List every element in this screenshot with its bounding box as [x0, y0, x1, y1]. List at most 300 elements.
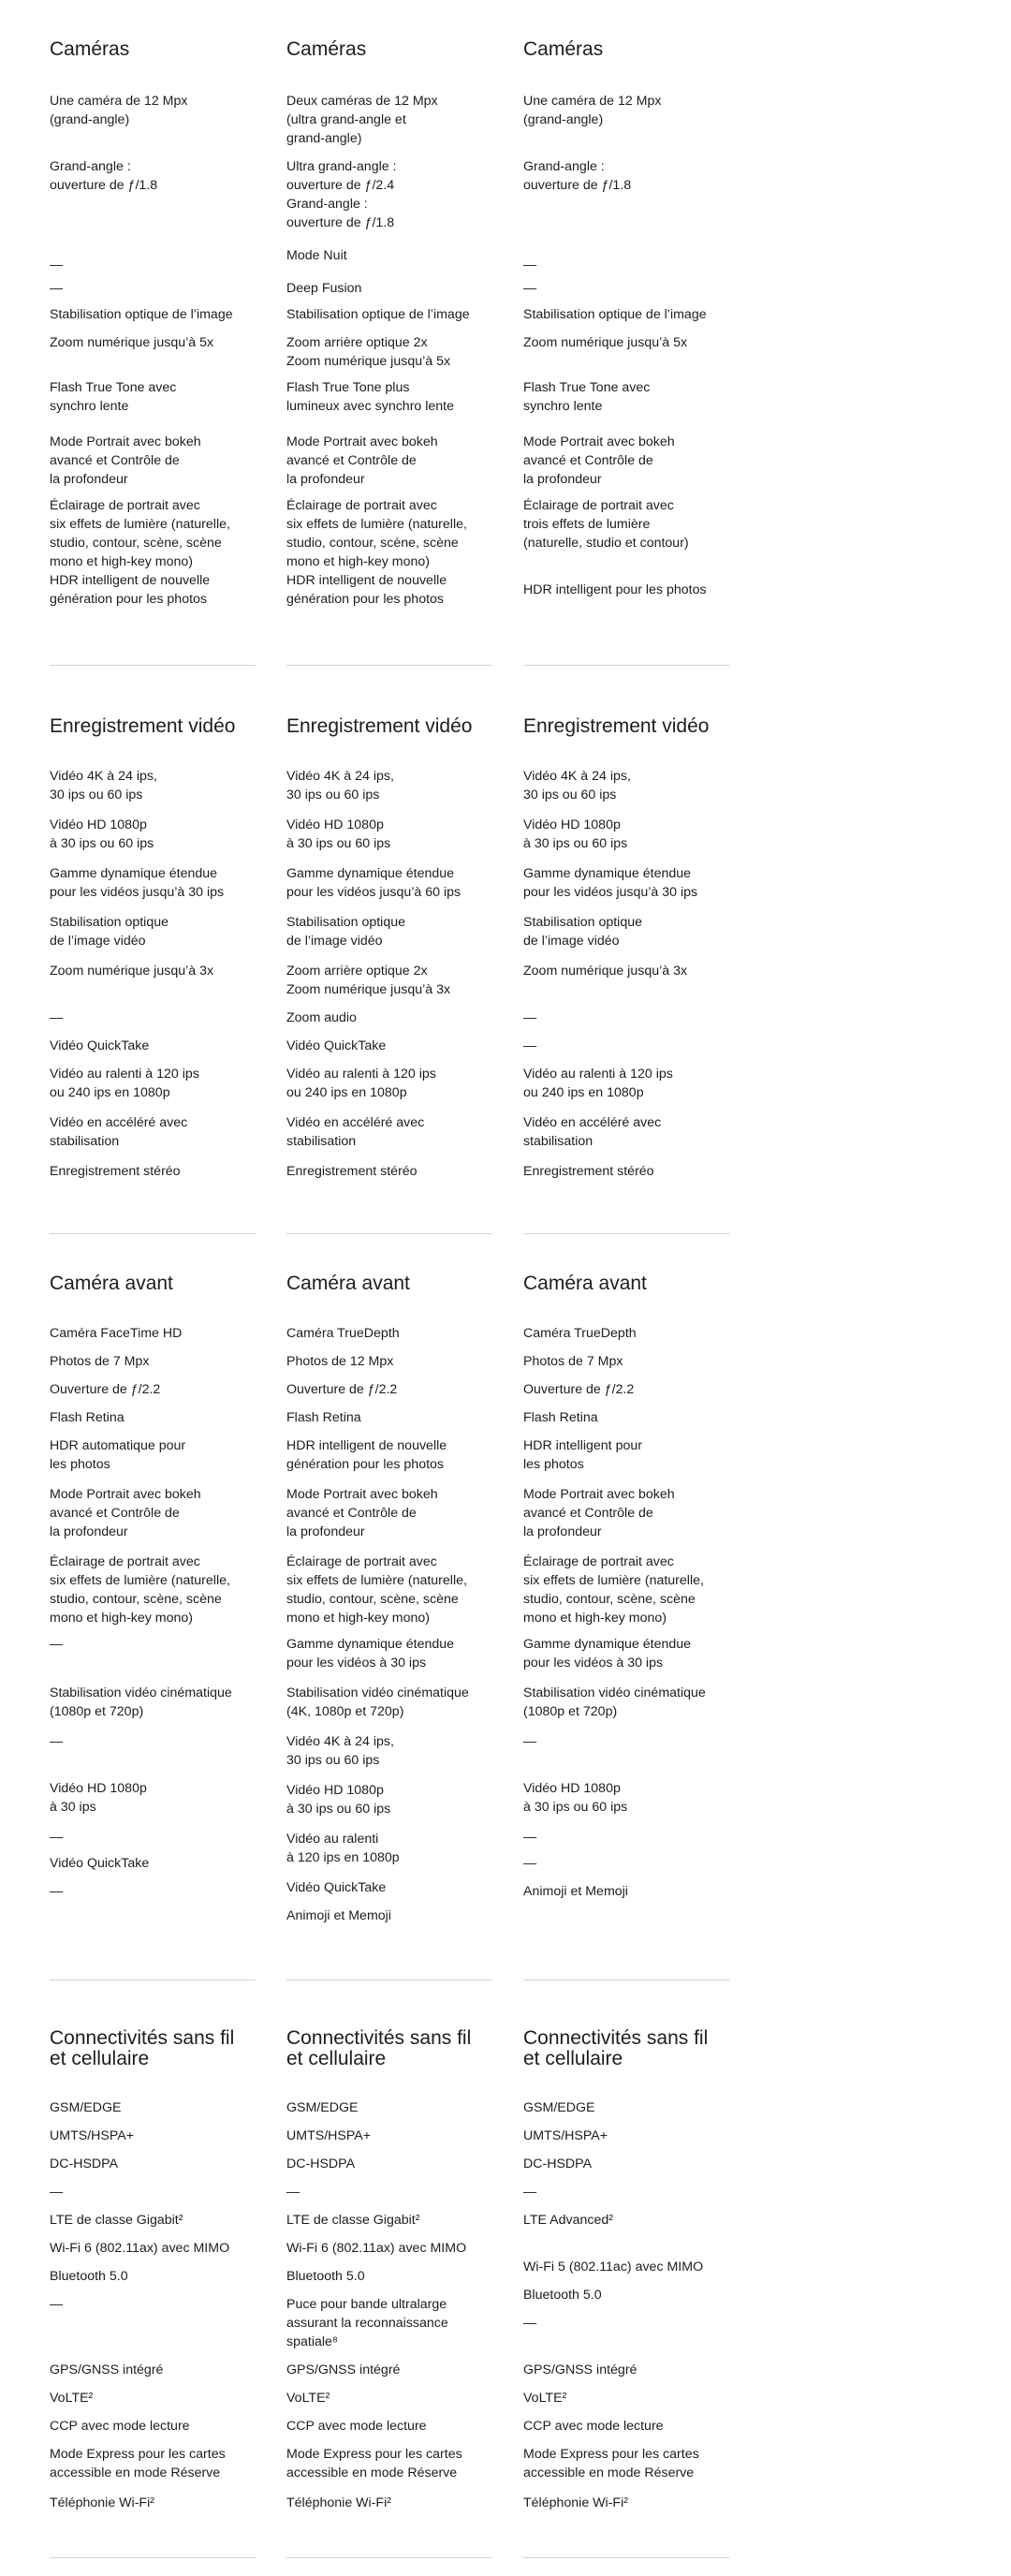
section-title-line: et cellulaire: [523, 2048, 623, 2069]
spec-item-line: pour les vidéos à 30 ips: [523, 1656, 664, 1671]
spec-item-line: —: [523, 1856, 537, 1871]
spec-item-line: Stabilisation optique de l’image: [523, 307, 707, 322]
spec-item-line: ouverture de ƒ/1.8: [50, 178, 158, 193]
spec-not-available: [50, 279, 267, 298]
spec-item-line: six effets de lumière (naturelle,: [50, 517, 230, 532]
spec-item: [50, 433, 267, 489]
spec-not-available: [523, 2314, 740, 2333]
spec-item: [286, 1408, 504, 1427]
spec-item: [50, 962, 267, 980]
spec-item-line: à 30 ips ou 60 ips: [286, 1802, 391, 1817]
spec-not-available: [50, 256, 267, 274]
section-title: [523, 1273, 737, 1294]
spec-item-line: GPS/GNSS intégré: [523, 2363, 637, 2377]
spec-item-line: Gamme dynamique étendue: [286, 866, 455, 881]
spec-item-line: Wi-Fi 5 (802.11ac) avec MIMO: [523, 2260, 704, 2274]
spec-item-line: Mode Express pour les cartes: [523, 2447, 699, 2462]
spec-item-line: DC-HSDPA: [523, 2156, 593, 2171]
spec-item-line: les photos: [523, 1457, 584, 1472]
spec-item-line: studio, contour, scène, scène: [50, 536, 222, 551]
spec-item-line: grand-angle): [286, 131, 362, 146]
spec-item-line: Vidéo QuickTake: [50, 1856, 150, 1871]
spec-item: [50, 913, 267, 950]
spec-item-line: de l’image vidéo: [286, 934, 383, 949]
spec-item: [286, 1684, 504, 1721]
spec-item-line: studio, contour, scène, scène: [286, 1592, 459, 1607]
section-title-line: Enregistrement vidéo: [523, 715, 710, 737]
spec-item-line: Zoom numérique jusqu’à 3x: [50, 964, 214, 979]
spec-item: [50, 2267, 267, 2286]
spec-item: [523, 1635, 740, 1672]
spec-item-line: Une caméra de 12 Mpx: [523, 94, 662, 109]
spec-item-line: HDR intelligent de nouvelle: [286, 1438, 447, 1453]
section-title-line: Connectivités sans fil: [286, 2027, 472, 2049]
spec-item-line: —: [50, 1884, 64, 1899]
spec-item-line: Une caméra de 12 Mpx: [50, 94, 188, 109]
spec-item-line: Vidéo en accéléré avec: [523, 1115, 662, 1130]
spec-item-line: Mode Portrait avec bokeh: [286, 1487, 438, 1502]
spec-item: [50, 1380, 267, 1399]
spec-item: [286, 378, 504, 416]
section-title-line: Caméras: [50, 38, 130, 60]
spec-item: [50, 1684, 267, 1721]
spec-item: [286, 157, 504, 232]
spec-item-line: Ultra grand-angle :: [286, 159, 397, 174]
spec-not-available: [523, 256, 740, 274]
spec-item-line: synchro lente: [50, 399, 129, 414]
spec-not-available: [286, 2183, 504, 2201]
spec-item-line: GPS/GNSS intégré: [50, 2363, 164, 2377]
spec-item-line: Éclairage de portrait avec: [50, 498, 200, 513]
spec-item: [286, 333, 504, 371]
spec-item-line: (naturelle, studio et contour): [523, 536, 689, 551]
section-title: [523, 716, 737, 737]
spec-item-line: DC-HSDPA: [286, 2156, 356, 2171]
spec-item-line: Zoom audio: [286, 1010, 357, 1025]
spec-item-line: mono et high-key mono): [286, 1611, 430, 1626]
spec-item: [50, 767, 267, 804]
spec-item-line: ou 240 ips en 1080p: [286, 1085, 407, 1100]
column-divider: [50, 1233, 256, 1234]
spec-item-line: stabilisation: [523, 1134, 593, 1149]
spec-item-line: Wi-Fi 6 (802.11ax) avec MIMO: [50, 2241, 230, 2256]
spec-item: [523, 1779, 740, 1817]
spec-item: [523, 767, 740, 804]
spec-item-line: pour les vidéos jusqu’à 30 ips: [523, 885, 698, 900]
spec-item: [286, 1037, 504, 1055]
section-title: [50, 1273, 263, 1294]
spec-item-line: (grand-angle): [50, 112, 130, 127]
spec-item: [523, 2286, 740, 2304]
spec-item: [50, 2098, 267, 2117]
column-divider: [523, 665, 729, 666]
column-divider: [50, 665, 256, 666]
spec-item-line: à 30 ips ou 60 ips: [523, 1800, 628, 1815]
column-divider: [523, 2557, 729, 2558]
spec-item-line: Vidéo HD 1080p: [50, 1781, 147, 1796]
spec-item-line: Gamme dynamique étendue: [523, 1637, 692, 1652]
spec-item-line: UMTS/HSPA+: [523, 2128, 608, 2143]
spec-item: [50, 1113, 267, 1151]
spec-item-line: six effets de lumière (naturelle,: [286, 1573, 467, 1588]
section-title-line: Caméras: [286, 38, 367, 60]
spec-item-line: —: [50, 2297, 64, 2312]
spec-item: [50, 1408, 267, 1427]
spec-item-line: —: [523, 1038, 537, 1053]
spec-item-line: avancé et Contrôle de: [286, 1506, 417, 1521]
spec-item: [286, 2239, 504, 2258]
spec-item: [50, 2211, 267, 2230]
spec-item-line: —: [50, 1830, 64, 1845]
spec-item-line: Flash True Tone avec: [523, 380, 651, 395]
spec-item-line: Enregistrement stéréo: [50, 1164, 181, 1179]
spec-item-line: Caméra TrueDepth: [523, 1326, 637, 1341]
column-divider: [523, 1233, 729, 1234]
spec-item-line: Stabilisation vidéo cinématique: [286, 1685, 469, 1700]
spec-item: [286, 1436, 504, 1474]
spec-item-line: stabilisation: [50, 1134, 120, 1149]
spec-item: [50, 2389, 267, 2407]
spec-item-line: GSM/EDGE: [286, 2100, 359, 2115]
spec-item-line: Animoji et Memoji: [523, 1884, 628, 1899]
spec-item: [50, 1162, 267, 1181]
spec-item-line: à 30 ips ou 60 ips: [523, 836, 628, 851]
spec-item-line: CCP avec mode lecture: [50, 2419, 190, 2434]
spec-item-line: Flash Retina: [286, 1410, 361, 1425]
spec-item-line: avancé et Contrôle de: [523, 1506, 653, 1521]
spec-item: [523, 305, 740, 324]
spec-item-line: accessible en mode Réserve: [523, 2466, 695, 2480]
spec-item: [50, 2417, 267, 2436]
spec-item: [523, 1436, 740, 1474]
spec-item-line: (4K, 1080p et 720p): [286, 1704, 404, 1719]
spec-item: [286, 913, 504, 950]
spec-item-line: Flash True Tone avec: [50, 380, 177, 395]
spec-item-line: (ultra grand-angle et: [286, 112, 406, 127]
spec-item: [50, 1485, 267, 1541]
spec-item-line: Puce pour bande ultralarge: [286, 2297, 447, 2312]
column-divider: [50, 2557, 256, 2558]
spec-item: [50, 1553, 267, 1627]
spec-item-line: à 30 ips ou 60 ips: [50, 836, 154, 851]
spec-not-available: [523, 1854, 740, 1873]
spec-item-line: Gamme dynamique étendue: [286, 1637, 455, 1652]
spec-item-line: avancé et Contrôle de: [50, 1506, 180, 1521]
spec-item: [523, 2417, 740, 2436]
spec-item: [286, 1732, 504, 1770]
spec-item: [523, 496, 740, 552]
spec-item: [50, 2445, 267, 2482]
spec-item: [523, 1408, 740, 1427]
spec-item-line: Photos de 7 Mpx: [523, 1354, 623, 1369]
section-title: [50, 39, 263, 60]
spec-item: [50, 2494, 267, 2512]
spec-item: [523, 864, 740, 902]
spec-item-line: Vidéo 4K à 24 ips,: [50, 769, 157, 784]
spec-item: [286, 1878, 504, 1897]
spec-item-line: Vidéo en accéléré avec: [50, 1115, 188, 1130]
spec-item-line: avancé et Contrôle de: [286, 453, 417, 468]
spec-item-line: VoLTE²: [523, 2391, 567, 2406]
spec-item-line: Vidéo au ralenti à 120 ips: [50, 1067, 199, 1082]
spec-item-line: Zoom numérique jusqu’à 3x: [523, 964, 688, 979]
spec-item-line: Zoom numérique jusqu’à 5x: [523, 335, 688, 350]
spec-item: [286, 2494, 504, 2512]
section-title: [286, 1273, 500, 1294]
spec-item-line: LTE Advanced²: [523, 2213, 613, 2228]
spec-item-line: la profondeur: [50, 472, 128, 487]
spec-item: [286, 1065, 504, 1102]
spec-item-line: Caméra TrueDepth: [286, 1326, 400, 1341]
spec-item: [286, 2098, 504, 2117]
spec-item-line: la profondeur: [523, 1524, 602, 1539]
spec-item-line: Zoom arrière optique 2x: [286, 335, 428, 350]
section-title-line: Caméra avant: [50, 1273, 173, 1294]
spec-item: [286, 816, 504, 853]
spec-item-line: 30 ips ou 60 ips: [50, 788, 143, 802]
spec-item-line: HDR automatique pour: [50, 1438, 186, 1453]
spec-item: [286, 2389, 504, 2407]
spec-item: [286, 2211, 504, 2230]
spec-not-available: [523, 279, 740, 298]
spec-item-line: studio, contour, scène, scène: [523, 1592, 696, 1607]
spec-item-line: Mode Portrait avec bokeh: [523, 1487, 675, 1502]
spec-item-line: mono et high-key mono): [50, 1611, 193, 1626]
section-title-line: Enregistrement vidéo: [50, 715, 236, 737]
spec-item-line: pour les vidéos à 30 ips: [286, 1656, 427, 1671]
spec-item-line: Enregistrement stéréo: [523, 1164, 654, 1179]
spec-item: [50, 1037, 267, 1055]
spec-item-line: Vidéo HD 1080p: [286, 817, 384, 832]
spec-item: [286, 1380, 504, 1399]
spec-item-line: GSM/EDGE: [50, 2100, 122, 2115]
spec-item-line: pour les vidéos jusqu’à 30 ips: [50, 885, 225, 900]
spec-item-line: HDR intelligent pour les photos: [523, 582, 707, 597]
section-title-line: Connectivités sans fil: [523, 2027, 709, 2049]
spec-item: [50, 157, 267, 195]
spec-item: [50, 2155, 267, 2173]
spec-item-line: (1080p et 720p): [50, 1704, 144, 1719]
spec-item-line: six effets de lumière (naturelle,: [523, 1573, 704, 1588]
spec-item-line: Photos de 7 Mpx: [50, 1354, 150, 1369]
spec-item-line: ouverture de ƒ/2.4: [286, 178, 395, 193]
spec-item: [286, 2155, 504, 2173]
spec-item-line: Deux caméras de 12 Mpx: [286, 94, 438, 109]
spec-item-line: Mode Express pour les cartes: [50, 2447, 226, 2462]
spec-item-line: Animoji et Memoji: [286, 1908, 391, 1923]
spec-item-line: —: [523, 2316, 537, 2331]
spec-item: [286, 246, 504, 265]
spec-item: [286, 279, 504, 298]
spec-item-line: Stabilisation vidéo cinématique: [50, 1685, 232, 1700]
spec-item-line: Éclairage de portrait avec: [286, 498, 437, 513]
section-title-line: Enregistrement vidéo: [286, 715, 473, 737]
spec-item-line: —: [523, 1010, 537, 1025]
spec-item-line: CCP avec mode lecture: [523, 2419, 664, 2434]
spec-item: [523, 1485, 740, 1541]
spec-item-line: Ouverture de ƒ/2.2: [50, 1382, 161, 1397]
spec-item-line: Éclairage de portrait avec: [523, 498, 674, 513]
spec-item-line: Mode Nuit: [286, 248, 347, 263]
spec-item: [286, 1830, 504, 1867]
spec-item-line: LTE de classe Gigabit²: [50, 2213, 183, 2228]
spec-item-line: —: [50, 281, 64, 296]
spec-item: [523, 1684, 740, 1721]
spec-item-line: assurant la reconnaissance: [286, 2316, 448, 2331]
spec-item-line: —: [50, 1010, 64, 1025]
spec-item-line: LTE de classe Gigabit²: [286, 2213, 420, 2228]
section-title-line: et cellulaire: [286, 2048, 387, 2069]
section-title: [286, 39, 500, 60]
spec-item: [286, 433, 504, 489]
spec-item-line: Mode Portrait avec bokeh: [50, 1487, 201, 1502]
spec-item: [523, 913, 740, 950]
column-divider: [286, 2557, 492, 2558]
spec-item: [523, 92, 740, 129]
spec-item: [50, 571, 267, 609]
spec-item-line: —: [50, 2185, 64, 2200]
spec-item-line: Vidéo HD 1080p: [286, 1783, 384, 1798]
spec-item: [523, 333, 740, 352]
column-divider: [286, 1233, 492, 1234]
spec-item-line: Téléphonie Wi-Fi²: [286, 2495, 391, 2510]
spec-item: [50, 305, 267, 324]
spec-item-line: —: [523, 281, 537, 296]
spec-item: [50, 92, 267, 129]
spec-item-line: Stabilisation optique: [50, 915, 168, 930]
spec-item-line: mono et high-key mono): [286, 554, 430, 569]
spec-item-line: à 30 ips: [50, 1800, 96, 1815]
spec-item: [523, 2445, 740, 2482]
spec-item: [50, 1779, 267, 1817]
spec-item: [286, 1113, 504, 1151]
spec-item-line: —: [50, 1734, 64, 1749]
spec-item-line: à 30 ips ou 60 ips: [286, 836, 391, 851]
spec-item-line: Téléphonie Wi-Fi²: [50, 2495, 154, 2510]
spec-item-line: Vidéo au ralenti: [286, 1832, 379, 1847]
spec-not-available: [523, 1008, 740, 1027]
spec-item-line: (grand-angle): [523, 112, 604, 127]
spec-item: [50, 864, 267, 902]
spec-item: [523, 2098, 740, 2117]
spec-item: [286, 2267, 504, 2286]
spec-item-line: studio, contour, scène, scène: [50, 1592, 222, 1607]
spec-item-line: UMTS/HSPA+: [50, 2128, 135, 2143]
spec-item: [523, 1065, 740, 1102]
spec-item-line: Bluetooth 5.0: [286, 2269, 365, 2284]
spec-item: [523, 378, 740, 416]
section-title: [50, 2028, 263, 2069]
spec-item-line: de l’image vidéo: [523, 934, 620, 949]
spec-item: [50, 1065, 267, 1102]
spec-item-line: génération pour les photos: [286, 1457, 445, 1472]
spec-item-line: mono et high-key mono): [523, 1611, 667, 1626]
spec-item: [523, 2155, 740, 2173]
spec-item-line: la profondeur: [286, 472, 365, 487]
spec-not-available: [523, 2183, 740, 2201]
spec-item: [523, 1553, 740, 1627]
spec-item-line: HDR intelligent pour: [523, 1438, 642, 1453]
spec-item: [523, 1113, 740, 1151]
spec-item-line: Caméra FaceTime HD: [50, 1326, 183, 1341]
spec-not-available: [50, 1882, 267, 1901]
spec-item-line: Éclairage de portrait avec: [523, 1554, 674, 1569]
spec-not-available: [50, 1732, 267, 1751]
spec-item-line: Éclairage de portrait avec: [50, 1554, 200, 1569]
spec-item-line: Mode Portrait avec bokeh: [523, 434, 675, 449]
spec-item-line: Vidéo HD 1080p: [523, 1781, 621, 1796]
spec-item-line: HDR intelligent de nouvelle: [286, 573, 447, 588]
section-title-line: Caméras: [523, 38, 604, 60]
spec-item: [286, 2295, 504, 2351]
spec-item-line: Mode Express pour les cartes: [286, 2447, 462, 2462]
spec-item-line: —: [523, 1830, 537, 1845]
spec-item: [286, 962, 504, 999]
spec-item-line: Stabilisation optique: [523, 915, 642, 930]
spec-item-line: —: [50, 1637, 64, 1652]
spec-item: [286, 2127, 504, 2145]
spec-item: [523, 1380, 740, 1399]
column-divider: [286, 665, 492, 666]
spec-item-line: la profondeur: [50, 1524, 128, 1539]
spec-item-line: Vidéo HD 1080p: [50, 817, 147, 832]
section-title: [523, 2028, 737, 2069]
spec-item-line: six effets de lumière (naturelle,: [286, 517, 467, 532]
spec-item: [50, 816, 267, 853]
spec-item-line: Téléphonie Wi-Fi²: [523, 2495, 628, 2510]
spec-item: [286, 1485, 504, 1541]
spec-item-line: Gamme dynamique étendue: [50, 866, 218, 881]
spec-item: [286, 1635, 504, 1672]
spec-item: [286, 1553, 504, 1627]
spec-item: [50, 1436, 267, 1474]
spec-item-line: Éclairage de portrait avec: [286, 1554, 437, 1569]
spec-not-available: [50, 1828, 267, 1847]
spec-item-line: Ouverture de ƒ/2.2: [286, 1382, 398, 1397]
spec-item-line: Gamme dynamique étendue: [523, 866, 692, 881]
spec-not-available: [50, 1008, 267, 1027]
spec-item-line: la profondeur: [286, 1524, 365, 1539]
spec-item-line: ou 240 ips en 1080p: [523, 1085, 644, 1100]
spec-item-line: Vidéo 4K à 24 ips,: [286, 1734, 394, 1749]
spec-item-line: —: [523, 2185, 537, 2200]
spec-item: [286, 767, 504, 804]
spec-item: [286, 1352, 504, 1371]
spec-item: [286, 571, 504, 609]
spec-item-line: 30 ips ou 60 ips: [286, 1753, 380, 1768]
spec-item-line: pour les vidéos jusqu’à 60 ips: [286, 885, 462, 900]
spec-item: [523, 962, 740, 980]
spec-item-line: VoLTE²: [286, 2391, 330, 2406]
spec-item-line: Vidéo 4K à 24 ips,: [286, 769, 394, 784]
spec-item: [286, 92, 504, 148]
spec-item-line: Stabilisation vidéo cinématique: [523, 1685, 706, 1700]
spec-item-line: Flash True Tone plus: [286, 380, 410, 395]
spec-item: [286, 864, 504, 902]
spec-item: [523, 1882, 740, 1901]
spec-item-line: accessible en mode Réserve: [50, 2466, 221, 2480]
spec-item: [286, 496, 504, 571]
spec-item-line: Grand-angle :: [523, 159, 605, 174]
spec-item: [286, 1324, 504, 1343]
spec-item-line: mono et high-key mono): [50, 554, 193, 569]
spec-item: [523, 1162, 740, 1181]
spec-item-line: génération pour les photos: [50, 592, 208, 607]
spec-item-line: ouverture de ƒ/1.8: [286, 215, 395, 230]
spec-item-line: avancé et Contrôle de: [523, 453, 653, 468]
spec-item-line: Bluetooth 5.0: [50, 2269, 128, 2284]
spec-item-line: avancé et Contrôle de: [50, 453, 180, 468]
